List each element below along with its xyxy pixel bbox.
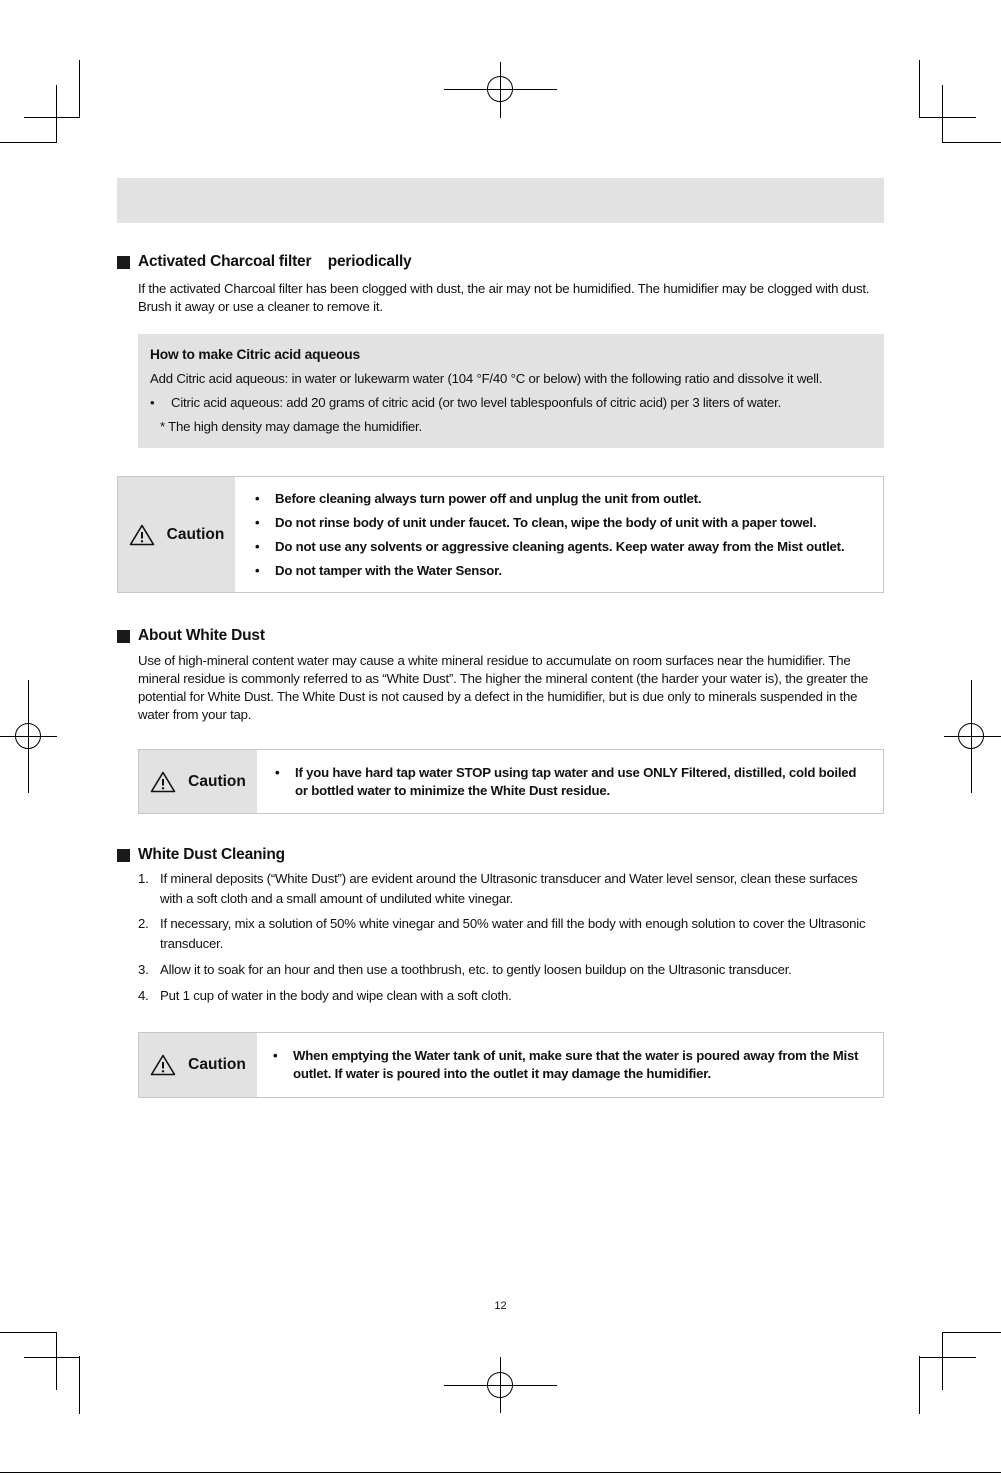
header-band	[117, 178, 884, 223]
citric-acid-note: * The high density may damage the humidifier.	[160, 419, 422, 434]
caution-item	[273, 1047, 863, 1083]
bullet-dot: •	[255, 562, 260, 578]
caution-item-text: When emptying the Water tank of unit, make sure that the water is poured away from the Mist outlet. If water is poured into the outlet it may damage the humidifier.	[293, 1048, 859, 1081]
caution-items	[235, 477, 883, 592]
caution-box-cleaning	[117, 476, 884, 593]
caution-item-text: Do not rinse body of unit under faucet. To clean, wipe the body of unit with a paper towel.	[275, 514, 817, 530]
cleaning-step	[138, 869, 883, 909]
caution-items	[257, 750, 883, 813]
section-heading-charcoal	[117, 253, 411, 271]
bullet-dot: •	[255, 514, 260, 530]
section-heading-text: Activated Charcoal filter periodically	[138, 253, 412, 270]
square-bullet-icon	[117, 256, 130, 269]
step-text: Put 1 cup of water in the body and wipe clean with a soft cloth.	[160, 988, 512, 1003]
step-number: 3.	[138, 962, 149, 977]
bullet-dot: •	[255, 538, 260, 554]
caution-box-emptying	[138, 1032, 884, 1098]
white-dust-paragraph: Use of high-mineral content water may cause a white mineral residue to accumulate on room surfaces near the humidifier. The mineral residue is commonly referred to as “White Dust”. The higher the mineral content (the harder your water is), the greater the potential for White Dust. The White Dust is not caused by a defect in the humidifier, but is due only to minerals suspended in the water from your tap.	[138, 653, 868, 722]
warning-triangle-icon	[129, 524, 155, 546]
caution-label: Caution	[188, 1056, 246, 1073]
caution-label: Caution	[188, 772, 246, 790]
caution-item-text: If you have hard tap water STOP using tap water and use ONLY Filtered, distilled, cold boiled or bottled water to minimize the White Dust residue.	[295, 764, 857, 798]
citric-acid-title: How to make Citric acid aqueous	[150, 347, 361, 362]
caution-item	[255, 538, 883, 556]
warning-triangle-icon	[150, 1054, 176, 1076]
step-number: 4.	[138, 988, 149, 1003]
citric-acid-line: Add Citric acid aqueous: in water or lukewarm water (104 °F/40 °C or below) with the following ratio and dissolve it well.	[150, 371, 823, 386]
caution-item-text: Do not use any solvents or aggressive cleaning agents. Keep water away from the Mist outlet.	[275, 538, 845, 554]
warning-triangle-icon	[150, 771, 176, 793]
caution-label-cell	[118, 477, 235, 592]
caution-items	[257, 1033, 883, 1097]
step-number: 2.	[138, 916, 149, 931]
square-bullet-icon	[117, 630, 130, 643]
section-heading-text: About White Dust	[138, 627, 265, 644]
charcoal-paragraph: If the activated Charcoal filter has been clogged with dust, the air may not be humidified. The humidifier may be clogged with dust. Brush it away or use a cleaner to remove it.	[138, 281, 870, 314]
citric-acid-bullet-text: Citric acid aqueous: add 20 grams of citric acid (or two level tablespoonfuls of citric acid) per 3 liters of water.	[171, 395, 782, 410]
step-text: If necessary, mix a solution of 50% white vinegar and 50% water and fill the body with enough solution to cover the Ultrasonic transducer.	[160, 916, 866, 951]
step-text: If mineral deposits (“White Dust”) are evident around the Ultrasonic transducer and Water level sensor, clean these surfaces with a soft cloth and a small amount of undiluted white vinegar.	[160, 871, 858, 906]
cleaning-step	[138, 960, 883, 980]
section-heading-cleaning	[117, 846, 285, 864]
caution-item	[255, 514, 883, 532]
section-heading-white-dust	[117, 627, 265, 645]
caution-item	[275, 764, 863, 800]
citric-acid-box	[138, 334, 884, 448]
caution-label: Caution	[166, 525, 225, 543]
caution-item	[255, 490, 883, 508]
cleaning-step	[138, 914, 883, 954]
caution-item-text: Do not tamper with the Water Sensor.	[275, 562, 502, 578]
caution-item-text: Before cleaning always turn power off and unplug the unit from outlet.	[275, 490, 702, 506]
square-bullet-icon	[117, 849, 130, 862]
bullet-dot: •	[150, 395, 155, 410]
bullet-dot: •	[255, 490, 260, 506]
citric-acid-bullet	[150, 394, 872, 412]
caution-label-cell	[139, 750, 257, 813]
bullet-dot: •	[273, 1048, 278, 1063]
page-bottom-rule	[0, 1472, 1001, 1473]
page-number: 12	[494, 1300, 507, 1312]
section-heading-text: White Dust Cleaning	[138, 846, 285, 863]
bullet-dot: •	[275, 764, 280, 780]
step-text: Allow it to soak for an hour and then use a toothbrush, etc. to gently loosen buildup on the Ultrasonic transducer.	[160, 962, 792, 977]
cleaning-step	[138, 986, 883, 1006]
caution-item	[255, 562, 883, 580]
step-number: 1.	[138, 871, 149, 886]
caution-box-hard-water	[138, 749, 884, 814]
caution-label-cell	[139, 1033, 257, 1097]
